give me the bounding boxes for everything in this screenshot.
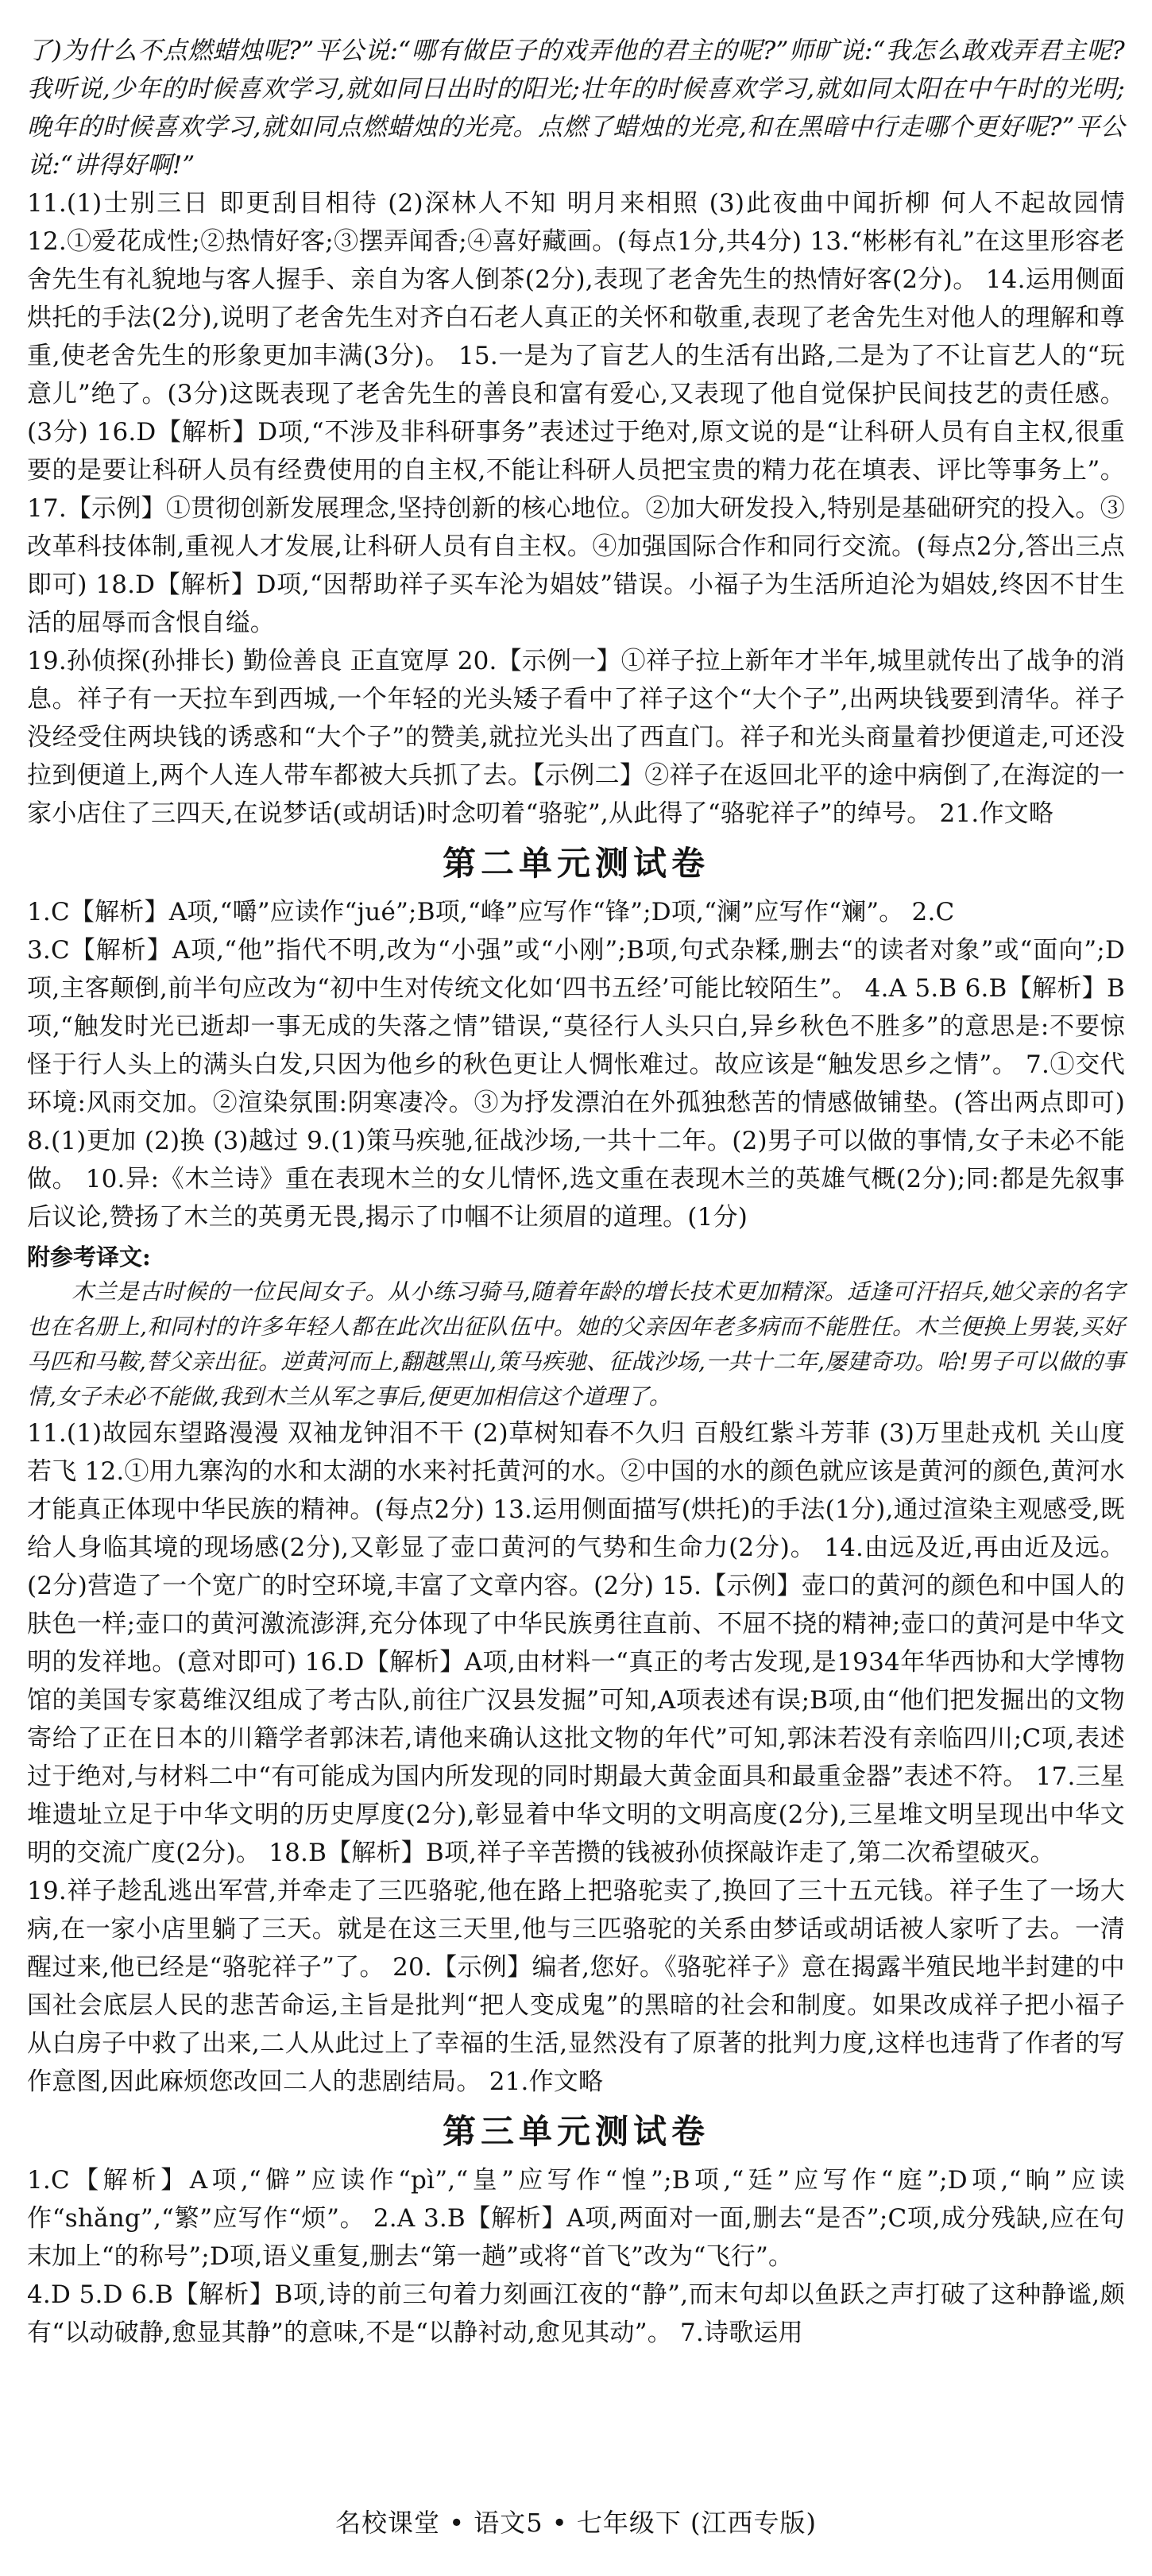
reference-translation: 木兰是古时候的一位民间女子。从小练习骑马,随着年龄的增长技术更加精深。适逢可汗招兵,她父亲的名字也在名册上,和同村的许多年轻人都在此次出征队伍中。她的父亲因年老多病而不能胜任。木兰便换上男装,买好马匹和马鞍,替父亲出征。逆黄河而上,翻越黑山,策马疾驰、征战沙场,一共十二年,屡建奇功。哈!男子可以做的事情,女子未必不能做,我到木兰从军之事后,便更加相信这个道理了。 <box>27 1278 1125 1410</box>
unit2-title: 第二单元测试卷 <box>442 844 709 883</box>
translation-continuation: 了)为什么不点燃蜡烛呢?”平公说:“哪有做臣子的戏弄他的君主的呢?”师旷说:“我怎么敢戏弄君主呢? 我听说,少年的时候喜欢学习,就如同日出时的阳光;壮年的时候喜欢学习,就如同太阳在中午时的光明;晚年的时候喜欢学习,就如同点燃蜡烛的光亮。点燃了蜡烛的光亮,和在黑暗中行走哪个更好呢?”平公说:“讲得好啊!” <box>27 37 1125 180</box>
unit1-answers-11-18: 11.(1)士别三日 即更刮目相待 (2)深林人不知 明月来相照 (3)此夜曲中闻折柳 何人不起故园情 12.①爱花成性;②热情好客;③摆弄闻香;④喜好藏画。(每点1分,共4分) 13.“彬彬有礼”在这里形容老舍先生有礼貌地与客人握手、亲自为客人倒茶(2分),表现了老舍先生的热情好客(2分)。 14.运用侧面烘托的手法(2分),说明了老舍先生对齐白石老人真正的关怀和敬重,表现了老舍先生对他人的理解和尊重,使老舍先生的形象更加丰满(3分)。 15.一是为了盲艺人的生活有出路,二是为了不让盲艺人的“玩意儿”绝了。(3分)这既表现了老舍先生的善良和富有爱心,又表现了他自觉保护民间技艺的责任感。(3分) 16.D【解析】D项,“不涉及非科研事务”表述过于绝对,原文说的是“让科研人员有自主权,很重要的是要让科研人员有经费使用的自主权,不能让科研人员把宝贵的精力花在填表、评比等事务上”。 17.【示例】①贯彻创新发展理念,坚持创新的核心地位。②加大研发投入,特别是基础研究的投入。③改革科技体制,重视人才发展,让科研人员有自主权。④加强国际合作和同行交流。(每点2分,答出三点即可) 18.D【解析】D项,“因帮助祥子买车沦为娼妓”错误。小福子为生活所迫沦为娼妓,终因不甘生活的屈辱而含恨自缢。 <box>27 189 1125 637</box>
unit2-answers-19-21: 19.祥子趁乱逃出军营,并牵走了三匹骆驼,他在路上把骆驼卖了,换回了三十五元钱。祥子生了一场大病,在一家小店里躺了三天。就是在这三天里,他与三匹骆驼的关系由梦话或胡话被人家听了去。一清醒过来,他已经是“骆驼祥子”了。 20.【示例】编者,您好。《骆驼祥子》意在揭露半殖民地半封建的中国社会底层人民的悲苦命运,主旨是批判“把人变成鬼”的黑暗的社会和制度。如果改成祥子把小福子从白房子中救了出来,二人从此过上了幸福的生活,显然没有了原著的批判力度,这样也违背了作者的写作意图,因此麻烦您改回二人的悲剧结局。 21.作文略 <box>27 1877 1125 2096</box>
unit1-answers-19-21: 19.孙侦探(孙排长) 勤俭善良 正直宽厚 20.【示例一】①祥子拉上新年才半年,城里就传出了战争的消息。祥子有一天拉车到西城,一个年轻的光头矮子看中了祥子这个“大个子”,出两块钱要到清华。祥子没经受住两块钱的诱惑和“大个子”的赞美,就拉光头出了西直门。祥子和光头商量着抄便道走,可还没拉到便道上,两个人连人带车都被大兵抓了去。【示例二】②祥子在返回北平的途中病倒了,在海淀的一家小店住了三四天,在说梦话(或胡话)时念叨着“骆驼”,从此得了“骆驼祥子”的绰号。 21.作文略 <box>27 647 1125 828</box>
unit3-answers-1-3: 1.C【解析】A项,“僻”应读作“pì”,“皇”应写作“惶”;B项,“廷”应写作“庭”;D项,“晌”应读作“shǎng”,“繁”应写作“烦”。 2.A 3.B【解析】A项,两面对一面,删去“是否”;C项,成分残缺,应在句末加上“的称号”;D项,语义重复,删去“第一趟”或将“首飞”改为“飞行”。 <box>27 2166 1125 2271</box>
unit2-answers-11-18: 11.(1)故园东望路漫漫 双袖龙钟泪不干 (2)草树知春不久归 百般红紫斗芳菲 (3)万里赴戎机 关山度若飞 12.①用九寨沟的水和太湖的水来衬托黄河的水。②中国的水的颜色就应该是黄河的颜色,黄河水才能真正体现中华民族的精神。(每点2分) 13.运用侧面描写(烘托)的手法(1分),通过渲染主观感受,既给人身临其境的现场感(2分),又彰显了壶口黄河的气势和生命力(2分)。 14.由远及近,再由近及远。(2分)营造了一个宽广的时空环境,丰富了文章内容。(2分) 15.【示例】壶口的黄河的颜色和中国人的肤色一样;壶口的黄河激流澎湃,充分体现了中华民族勇往直前、不屈不挠的精神;壶口的黄河是中华文明的发祥地。(意对即可) 16.D【解析】A项,由材料一“真正的考古发现,是1934年华西协和大学博物馆的美国专家葛维汉组成了考古队,前往广汉县发掘”可知,A项表述有误;B项,由“他们把发掘出的文物寄给了正在日本的川籍学者郭沫若,请他来确认这批文物的年代”可知,郭沫若没有亲临四川;C项,表述过于绝对,与材料二中“有可能成为国内所发现的同时期最大黄金面具和最重金器”表述不符。 17.三星堆遗址立足于中华文明的历史厚度(2分),彰显着中华文明的文明高度(2分),三星堆文明呈现出中华文明的交流广度(2分)。 18.B【解析】B项,祥子辛苦攒的钱被孙侦探敲诈走了,第二次希望破灭。 <box>27 1419 1125 1867</box>
unit3-title: 第三单元测试卷 <box>442 2112 709 2151</box>
unit2-answers-1-2: 1.C【解析】A项,“嚼”应读作“jué”;B项,“峰”应写作“锋”;D项,“澜”应写作“斓”。 2.C <box>27 898 955 926</box>
unit3-answers-4-7: 4.D 5.D 6.B【解析】B项,诗的前三句着力刻画江夜的“静”,而末句却以鱼跃之声打破了这种静谧,颇有“以动破静,愈显其静”的意味,不是“以静衬动,愈见其动”。 7.诗歌运用 <box>27 2280 1125 2347</box>
page-footer: 名校课堂 • 语文5 • 七年级下 (江西专版) <box>335 2508 817 2538</box>
unit2-answers-3-10: 3.C【解析】A项,“他”指代不明,改为“小强”或“小刚”;B项,句式杂糅,删去“的读者对象”或“面向”;D项,主客颠倒,前半句应改为“初中生对传统文化如‘四书五经’可能比较陌生”。 4.A 5.B 6.B【解析】B项,“触发时光已逝却一事无成的失落之情”错误,“莫径行人头只白,异乡秋色不胜多”的意思是:不要惊怪于行人头上的满头白发,只因为他乡的秋色更让人惆怅难过。故应该是“触发思乡之情”。 7.①交代环境:风雨交加。②渲染氛围:阴寒凄冷。③为抒发漂泊在外孤独愁苦的情感做铺垫。(答出两点即可) 8.(1)更加 (2)换 (3)越过 9.(1)策马疾驰,征战沙场,一共十二年。(2)男子可以做的事情,女子未必不能做。 10.异:《木兰诗》重在表现木兰的女儿情怀,选文重在表现木兰的英雄气概(2分);同:都是先叙事后议论,赞扬了木兰的英勇无畏,揭示了巾帼不让须眉的道理。(1分) <box>27 936 1125 1232</box>
reference-translation-label: 附参考译文: <box>27 1244 151 1271</box>
